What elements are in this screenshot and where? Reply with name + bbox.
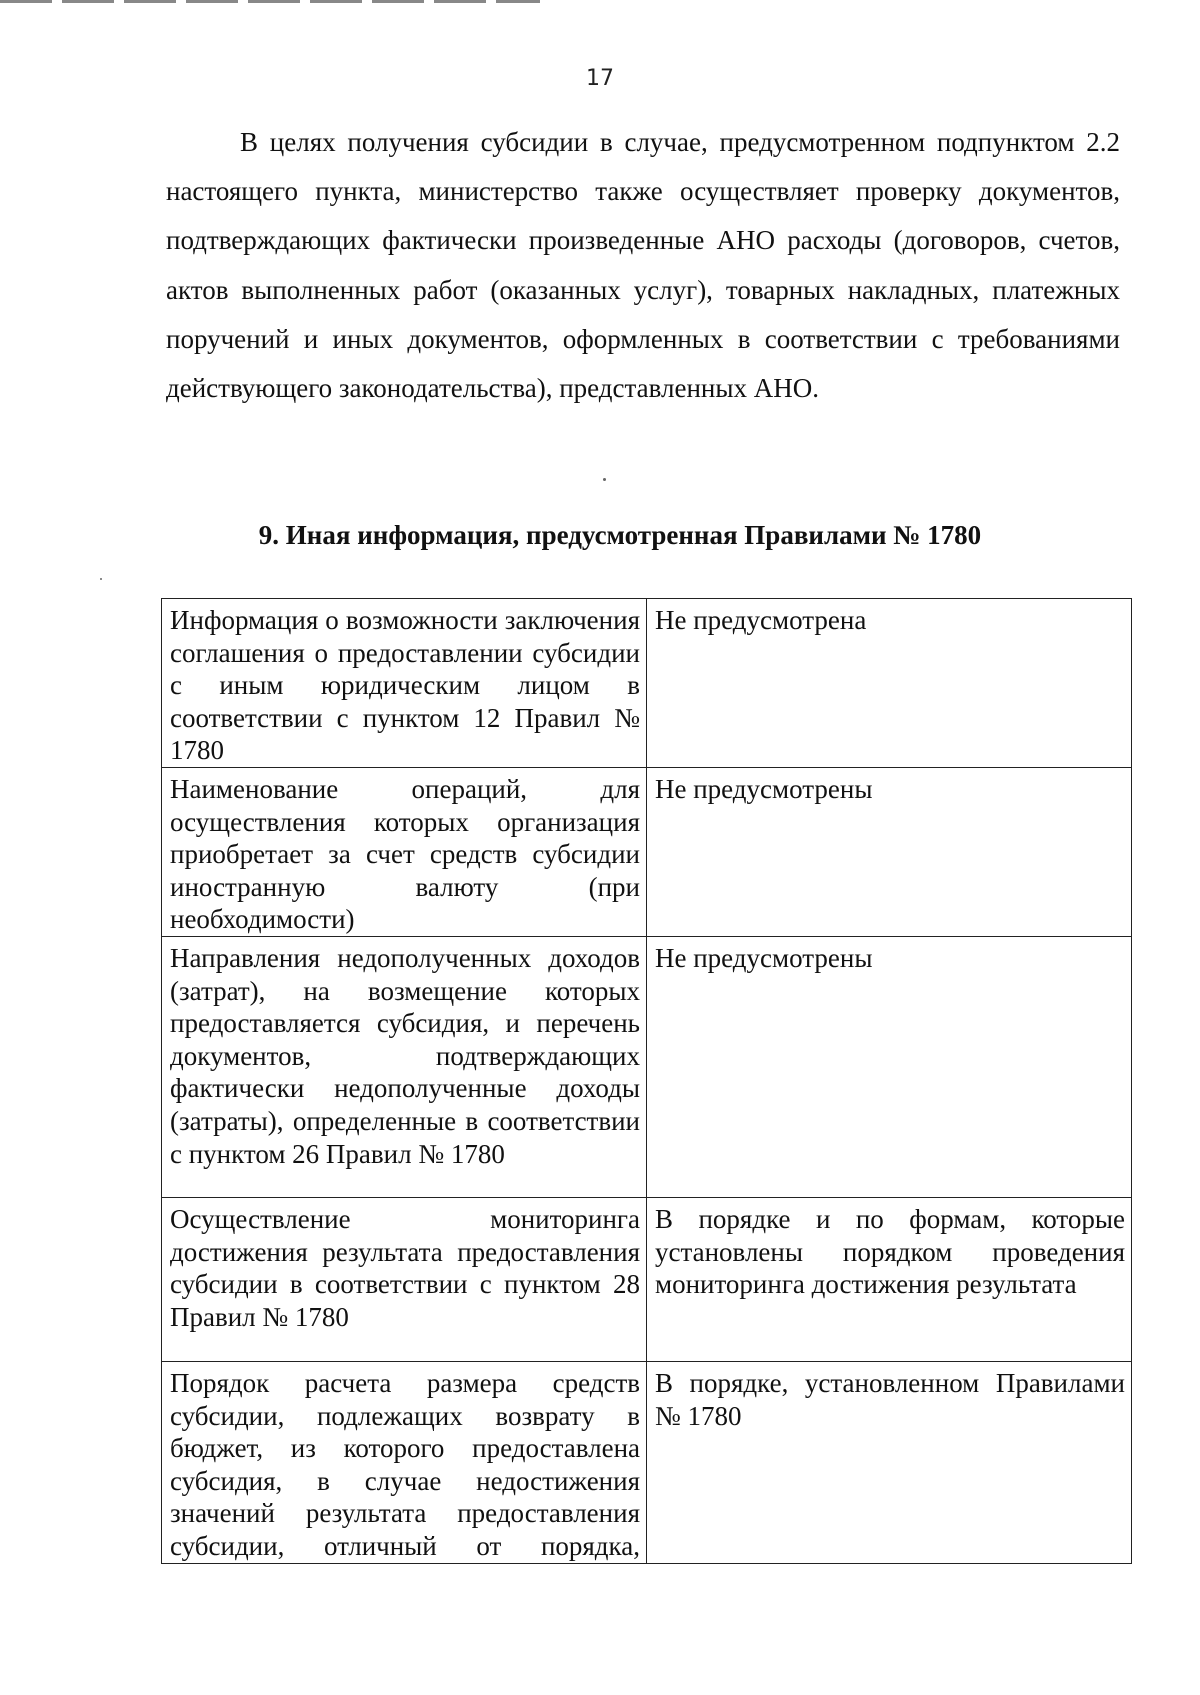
section-heading: 9. Иная информация, предусмотренная Правилами № 1780 xyxy=(258,520,982,550)
page-number: 17 xyxy=(586,66,614,91)
table-cell-value: В порядке и по формам, которые установлены порядком проведения мониторинга достижения результата xyxy=(647,1197,1132,1361)
table-row xyxy=(162,1361,1132,1563)
table-row xyxy=(162,1197,1132,1361)
table-row xyxy=(162,767,1132,936)
table-cell-label: Направления недополученных доходов (затрат), на возмещение которых предоставляется субсидия, и перечень документов, подтверждающих фактически недополученные доходы (затраты), определенные в соответствии с пунктом 26 Правил № 1780 xyxy=(162,936,647,1197)
table-cell-value: Не предусмотрена xyxy=(647,599,1132,768)
body-paragraph: В целях получения субсидии в случае, предусмотренном подпунктом 2.2 настоящего пункта, министерство также осуществляет проверку документов, подтверждающих фактически произведенные АНО расходы (договоров, счетов, актов выполненных работ (оказанных услуг), товарных накладных, платежных поручений и иных документов, оформленных в соответствии с требованиями действующего законодательства), представленных АНО. xyxy=(166,127,1120,404)
info-table xyxy=(161,598,1132,1564)
table-cell-label: Информация о возможности заключения соглашения о предоставлении субсидии с иным юридическим лицом в соответствии с пунктом 12 Правил № 1780 xyxy=(162,599,647,768)
table-cell-value: В порядке, установленном Правилами № 1780 xyxy=(647,1361,1132,1563)
scan-speck xyxy=(100,578,102,580)
top-scan-rule xyxy=(0,0,540,3)
table-row xyxy=(162,936,1132,1197)
table-row xyxy=(162,599,1132,768)
table-cell-label: Осуществление мониторинга достижения результата предоставления субсидии в соответствии с пунктом 28 Правил № 1780 xyxy=(162,1197,647,1361)
table-cell-value: Не предусмотрены xyxy=(647,936,1132,1197)
scan-speck xyxy=(603,478,606,481)
table-cell-label: Наименование операций, для осуществления которых организация приобретает за счет средств субсидии иностранную валюту (при необходимости) xyxy=(162,767,647,936)
table-cell-value: Не предусмотрены xyxy=(647,767,1132,936)
table-cell-label: Порядок расчета размера средств субсидии, подлежащих возврату в бюджет, из которого предоставлена субсидия, в случае недостижения значений результата предоставления субсидии, отличный от порядка, xyxy=(162,1361,647,1563)
